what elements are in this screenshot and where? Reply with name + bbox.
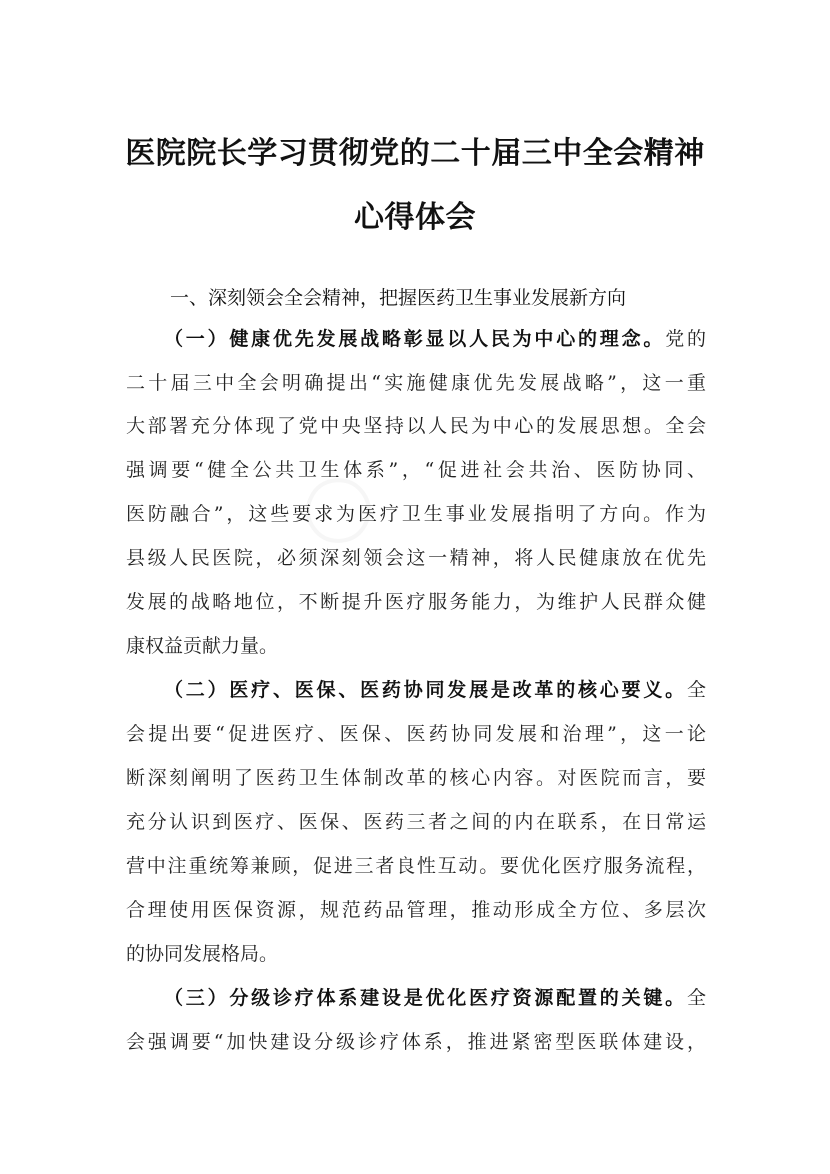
paragraph-1-line-4: 强调要“健全公共卫生体系”，“促进社会共治、医防协同、 bbox=[126, 459, 706, 481]
paragraph-1-subtitle: （一）健康优先发展战略彰显以人民为中心的理念。 bbox=[164, 328, 666, 350]
paragraph-2-line-7: 的协同发展格局。 bbox=[126, 943, 279, 965]
document-title-line-2: 心得体会 bbox=[354, 200, 476, 235]
paragraph-2-line-3: 断深刻阐明了医药卫生体制改革的核心内容。对医院而言，要 bbox=[126, 767, 706, 789]
paragraph-1-line-5: 医防融合”，这些要求为医疗卫生事业发展指明了方向。作为 bbox=[126, 503, 706, 525]
document-title-line-1: 医院院长学习贯彻党的二十届三中全会精神 bbox=[125, 136, 705, 171]
paragraph-3-line-1 bbox=[164, 984, 706, 1012]
paragraph-1-line-8: 康权益贡献力量。 bbox=[126, 635, 279, 657]
paragraph-2-first-rest: 全 bbox=[686, 679, 706, 701]
paragraph-2-line-2: 会提出要“促进医疗、医保、医药协同发展和治理”，这一论 bbox=[126, 723, 706, 745]
section-heading-1: 一、深刻领会全会精神，把握医药卫生事业发展新方向 bbox=[170, 287, 627, 309]
watermark: ◯ bbox=[285, 456, 387, 558]
paragraph-1-line-1 bbox=[164, 325, 706, 353]
paragraph-3-subtitle: （三）分级诊疗体系建设是优化医疗资源配置的关键。 bbox=[164, 987, 687, 1009]
paragraph-1-first-rest: 党的 bbox=[665, 328, 706, 350]
paragraph-1-line-6: 县级人民医院，必须深刻领会这一精神，将人民健康放在优先 bbox=[126, 547, 706, 569]
paragraph-2-subtitle: （二）医疗、医保、医药协同发展是改革的核心要义。 bbox=[164, 679, 687, 701]
paragraph-2-line-5: 营中注重统筹兼顾，促进三者良性互动。要优化医疗服务流程， bbox=[126, 855, 706, 877]
paragraph-2-line-1 bbox=[164, 676, 706, 704]
paragraph-2-line-4: 充分认识到医疗、医保、医药三者之间的内在联系，在日常运 bbox=[126, 811, 706, 833]
paragraph-2-line-6: 合理使用医保资源，规范药品管理，推动形成全方位、多层次 bbox=[126, 899, 706, 921]
paragraph-1-line-2: 二十届三中全会明确提出“实施健康优先发展战略”，这一重 bbox=[126, 372, 706, 394]
paragraph-1-line-7: 发展的战略地位，不断提升医疗服务能力，为维护人民群众健 bbox=[126, 591, 706, 613]
paragraph-3-first-rest: 全 bbox=[686, 987, 706, 1009]
paragraph-1-line-3: 大部署充分体现了党中央坚持以人民为中心的发展思想。全会 bbox=[126, 415, 706, 437]
paragraph-3-line-2: 会强调要“加快建设分级诊疗体系，推进紧密型医联体建设， bbox=[126, 1031, 706, 1053]
